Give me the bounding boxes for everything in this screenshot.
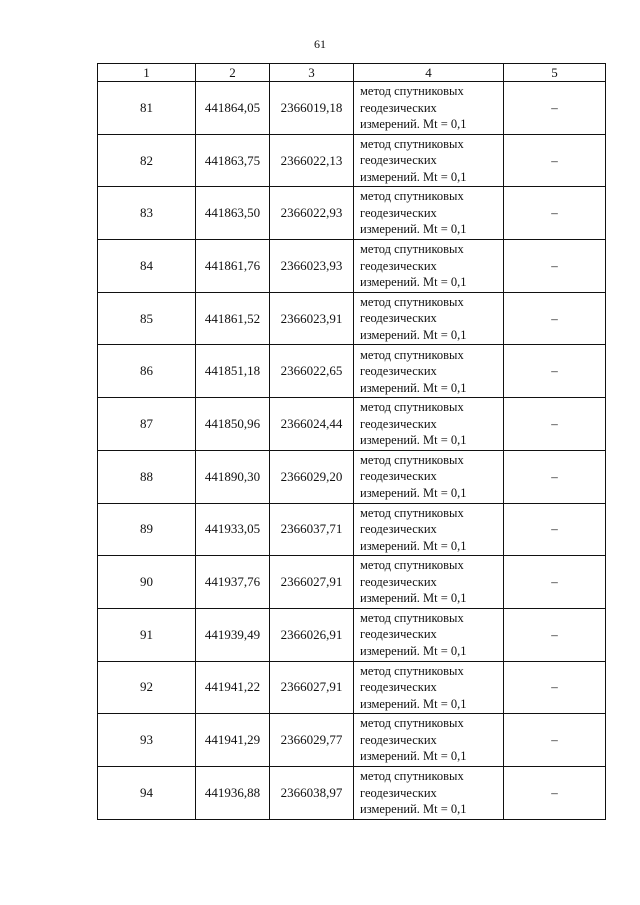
x-coordinate-cell: 441941,22	[196, 661, 270, 714]
note-cell: –	[504, 556, 606, 609]
point-number-cell: 84	[98, 240, 196, 293]
y-coordinate-cell: 2366019,18	[270, 82, 354, 135]
method-line: метод спутниковых	[360, 769, 464, 784]
method-line: измерений. Mt = 0,1	[360, 749, 467, 764]
table-row	[98, 503, 606, 556]
point-number-cell: 82	[98, 134, 196, 187]
method-line: измерений. Mt = 0,1	[360, 802, 467, 817]
table-row	[98, 714, 606, 767]
table-row	[98, 661, 606, 714]
column-header-1: 1	[98, 64, 196, 82]
note-cell: –	[504, 503, 606, 556]
method-cell	[354, 608, 504, 661]
method-line: измерений. Mt = 0,1	[360, 643, 467, 658]
method-line: геодезических	[360, 364, 437, 379]
method-cell	[354, 292, 504, 345]
note-cell: –	[504, 714, 606, 767]
method-cell	[354, 82, 504, 135]
x-coordinate-cell: 441861,76	[196, 240, 270, 293]
x-coordinate-cell: 441933,05	[196, 503, 270, 556]
x-coordinate-cell: 441861,52	[196, 292, 270, 345]
x-coordinate-cell: 441863,50	[196, 187, 270, 240]
method-line: метод спутниковых	[360, 505, 464, 520]
table-row	[98, 398, 606, 451]
point-number-cell: 90	[98, 556, 196, 609]
method-line: геодезических	[360, 153, 437, 168]
x-coordinate-cell: 441863,75	[196, 134, 270, 187]
x-coordinate-cell: 441939,49	[196, 608, 270, 661]
method-line: измерений. Mt = 0,1	[360, 327, 467, 342]
method-line: метод спутниковых	[360, 136, 464, 151]
y-coordinate-cell: 2366023,91	[270, 292, 354, 345]
method-line: измерений. Mt = 0,1	[360, 696, 467, 711]
point-number-cell: 85	[98, 292, 196, 345]
note-cell: –	[504, 608, 606, 661]
table-row	[98, 292, 606, 345]
method-line: измерений. Mt = 0,1	[360, 538, 467, 553]
method-line: метод спутниковых	[360, 294, 464, 309]
y-coordinate-cell: 2366029,20	[270, 450, 354, 503]
table-row	[98, 608, 606, 661]
note-cell: –	[504, 292, 606, 345]
column-header-4: 4	[354, 64, 504, 82]
method-cell	[354, 661, 504, 714]
method-line: измерений. Mt = 0,1	[360, 169, 467, 184]
method-line: метод спутниковых	[360, 347, 464, 362]
method-line: измерений. Mt = 0,1	[360, 117, 467, 132]
note-cell: –	[504, 450, 606, 503]
method-cell	[354, 450, 504, 503]
x-coordinate-cell: 441941,29	[196, 714, 270, 767]
point-number-cell: 89	[98, 503, 196, 556]
point-number-cell: 91	[98, 608, 196, 661]
y-coordinate-cell: 2366024,44	[270, 398, 354, 451]
table-row	[98, 766, 606, 819]
x-coordinate-cell: 441864,05	[196, 82, 270, 135]
method-line: геодезических	[360, 205, 437, 220]
x-coordinate-cell: 441850,96	[196, 398, 270, 451]
note-cell: –	[504, 187, 606, 240]
method-cell	[354, 345, 504, 398]
point-number-cell: 86	[98, 345, 196, 398]
column-header-3: 3	[270, 64, 354, 82]
method-line: метод спутниковых	[360, 716, 464, 731]
point-number-cell: 94	[98, 766, 196, 819]
method-line: измерений. Mt = 0,1	[360, 275, 467, 290]
method-line: геодезических	[360, 627, 437, 642]
method-cell	[354, 556, 504, 609]
x-coordinate-cell: 441937,76	[196, 556, 270, 609]
point-number-cell: 92	[98, 661, 196, 714]
method-line: метод спутниковых	[360, 558, 464, 573]
table-row	[98, 240, 606, 293]
table-row	[98, 187, 606, 240]
y-coordinate-cell: 2366029,77	[270, 714, 354, 767]
note-cell: –	[504, 134, 606, 187]
table-row	[98, 450, 606, 503]
note-cell: –	[504, 398, 606, 451]
method-line: геодезических	[360, 100, 437, 115]
point-number-cell: 87	[98, 398, 196, 451]
method-line: измерений. Mt = 0,1	[360, 222, 467, 237]
method-line: геодезических	[360, 574, 437, 589]
method-line: геодезических	[360, 785, 437, 800]
point-number-cell: 81	[98, 82, 196, 135]
method-line: измерений. Mt = 0,1	[360, 591, 467, 606]
method-cell	[354, 240, 504, 293]
y-coordinate-cell: 2366023,93	[270, 240, 354, 293]
page-number: 61	[314, 37, 326, 51]
table-row	[98, 82, 606, 135]
method-line: геодезических	[360, 680, 437, 695]
point-number-cell: 88	[98, 450, 196, 503]
x-coordinate-cell: 441890,30	[196, 450, 270, 503]
method-cell	[354, 503, 504, 556]
column-header-5: 5	[504, 64, 606, 82]
y-coordinate-cell: 2366022,93	[270, 187, 354, 240]
method-line: измерений. Mt = 0,1	[360, 485, 467, 500]
method-line: геодезических	[360, 311, 437, 326]
note-cell: –	[504, 240, 606, 293]
point-number-cell: 93	[98, 714, 196, 767]
y-coordinate-cell: 2366037,71	[270, 503, 354, 556]
note-cell: –	[504, 82, 606, 135]
table-row	[98, 345, 606, 398]
method-line: метод спутниковых	[360, 189, 464, 204]
y-coordinate-cell: 2366026,91	[270, 608, 354, 661]
note-cell: –	[504, 661, 606, 714]
table-row	[98, 556, 606, 609]
method-line: метод спутниковых	[360, 400, 464, 415]
y-coordinate-cell: 2366027,91	[270, 661, 354, 714]
method-line: геодезических	[360, 258, 437, 273]
point-number-cell: 83	[98, 187, 196, 240]
note-cell: –	[504, 345, 606, 398]
x-coordinate-cell: 441851,18	[196, 345, 270, 398]
column-header-2: 2	[196, 64, 270, 82]
method-line: метод спутниковых	[360, 610, 464, 625]
method-line: геодезических	[360, 732, 437, 747]
method-cell	[354, 714, 504, 767]
method-cell	[354, 398, 504, 451]
method-cell	[354, 134, 504, 187]
method-cell	[354, 187, 504, 240]
method-line: измерений. Mt = 0,1	[360, 433, 467, 448]
x-coordinate-cell: 441936,88	[196, 766, 270, 819]
method-line: метод спутниковых	[360, 84, 464, 99]
y-coordinate-cell: 2366038,97	[270, 766, 354, 819]
coordinates-table	[97, 63, 606, 820]
method-line: геодезических	[360, 522, 437, 537]
note-cell: –	[504, 766, 606, 819]
method-line: метод спутниковых	[360, 242, 464, 257]
method-line: метод спутниковых	[360, 452, 464, 467]
table-row	[98, 134, 606, 187]
table-body	[98, 82, 606, 820]
y-coordinate-cell: 2366022,65	[270, 345, 354, 398]
y-coordinate-cell: 2366022,13	[270, 134, 354, 187]
method-line: геодезических	[360, 416, 437, 431]
method-line: метод спутниковых	[360, 663, 464, 678]
y-coordinate-cell: 2366027,91	[270, 556, 354, 609]
table-header-row	[98, 64, 606, 82]
method-cell	[354, 766, 504, 819]
method-line: геодезических	[360, 469, 437, 484]
method-line: измерений. Mt = 0,1	[360, 380, 467, 395]
